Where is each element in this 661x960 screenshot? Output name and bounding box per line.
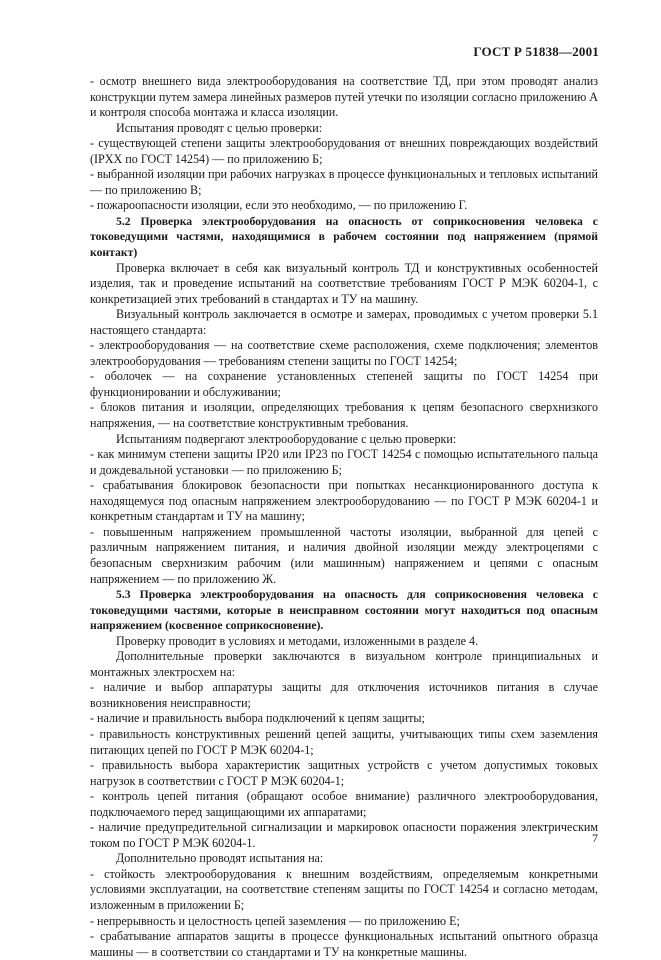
paragraph: - срабатывания блокировок безопасности при попытках несанкционированного доступа к находящемуся под опасным напряжением электрооборудованию — по ГОСТ Р МЭК 60204-1 и конкретным стандартам и ТУ на машину; (90, 478, 598, 524)
section-heading: 5.2 Проверка электрооборудования на опасность от соприкосновения человека с токоведущими частями, находящимися в рабочем состоянии под напряжением (прямой контакт) (90, 214, 598, 260)
paragraph: - наличие и правильность выбора подключений к цепям защиты; (90, 711, 425, 726)
section-heading: 5.3 Проверка электрооборудования на опасность для соприкосновения человека с токоведущими частями, которые в неисправном состоянии могут находиться под опасным напряжением (косвенное соприкосновение). (90, 588, 598, 633)
paragraph: - контроль цепей питания (обращают особое внимание) различного электрооборудования, подключаемого перед защищающими их аппаратами; (90, 789, 598, 819)
paragraph: Дополнительно проводят испытания на: (116, 851, 324, 866)
paragraph: - наличие предупредительной сигнализации и маркировок опасности поражения электрическим током по ГОСТ Р МЭК 60204-1. (90, 820, 598, 850)
paragraph: Визуальный контроль заключается в осмотре и замерах, проводимых с учетом проверки 5.1 настоящего стандарта: (90, 307, 598, 337)
paragraph: - осмотр внешнего вида электрооборудования на соответствие ТД, при этом проводят анализ конструкции путем замера линейных размеров путей утечки по изоляции согласно приложению А и контроля способа монтажа и класса изоляции. (90, 74, 598, 120)
paragraph: - срабатывание аппаратов защиты в процессе функциональных испытаний опытного образца машины — в соответствии со стандартами и ТУ на конкретные машины. (90, 929, 598, 959)
paragraph: Дополнительные проверки заключаются в визуальном контроле принципиальных и монтажных электросхем на: (90, 649, 598, 679)
document-body (90, 74, 598, 960)
paragraph: - существующей степени защиты электрооборудования от внешних повреждающих воздействий (IPXX по ГОСТ 14254) — по приложению Б; (90, 136, 598, 166)
paragraph: Испытания проводят с целью проверки: (116, 120, 323, 135)
paragraph: - правильность конструктивных решений цепей защиты, учитывающих типы схем заземления питающих цепей по ГОСТ Р МЭК 60204-1; (90, 726, 598, 757)
paragraph: - стойкость электрооборудования к внешним воздействиям, определяемым конкретными условиями эксплуатации, на соответствие степеням защиты по ГОСТ 14254 и согласно методам, изложенным в приложении Б; (90, 866, 598, 912)
paragraph: - блоков питания и изоляции, определяющих требования к цепям безопасного сверхнизкого напряжения, — на соответствие конструктивным требования. (90, 400, 598, 431)
paragraph: Проверку проводит в условиях и методами, изложенными в разделе 4. (116, 633, 479, 648)
document-header: ГОСТ Р 51838—2001 (473, 44, 599, 59)
paragraph: - наличие и выбор аппаратуры защиты для отключения источников питания в случае возникновения неисправности; (90, 680, 598, 710)
paragraph: - как минимум степени защиты IP20 или IP23 по ГОСТ 14254 с помощью испытательного пальца и дождевальной установки — по приложению Б; (90, 447, 598, 477)
page-number: 7 (592, 831, 598, 845)
paragraph: - выбранной изоляции при рабочих нагрузках в процессе функциональных и тепловых испытаний — по приложению В; (90, 167, 598, 197)
paragraph: - правильность выбора характеристик защитных устройств с учетом допустимых токовых нагрузок в соответствии с ГОСТ Р МЭК 60204-1; (90, 758, 598, 788)
paragraph: - электрооборудования — на соответствие схеме расположения, схеме подключения; элементов электрооборудования — требованиям степени защиты по ГОСТ 14254; (90, 338, 598, 368)
paragraph: Испытаниям подвергают электрооборудование с целью проверки: (116, 431, 457, 446)
paragraph: - оболочек — на сохранение установленных степеней защиты по ГОСТ 14254 при функционировании и обслуживании; (90, 369, 598, 399)
paragraph: - пожароопасности изоляции, если это необходимо, — по приложению Г. (90, 198, 468, 213)
paragraph: - непрерывность и целостность цепей заземления — по приложению Е; (90, 913, 460, 928)
paragraph: - повышенным напряжением промышленной частоты изоляции, выбранной для цепей с различным напряжением питания, и наличия двойной изоляции между электроцепями с безопасным сверхнизким рабочим (или машинным) напряжением и цепями с опасным напряжением — по приложению Ж. (90, 524, 598, 586)
paragraph: Проверка включает в себя как визуальный контроль ТД и конструктивных особенностей изделия, так и проведение испытаний на соответствие требованиям ГОСТ Р МЭК 60204-1, с конкретизацией этих требований в стандартах и ТУ на машину. (90, 260, 598, 306)
